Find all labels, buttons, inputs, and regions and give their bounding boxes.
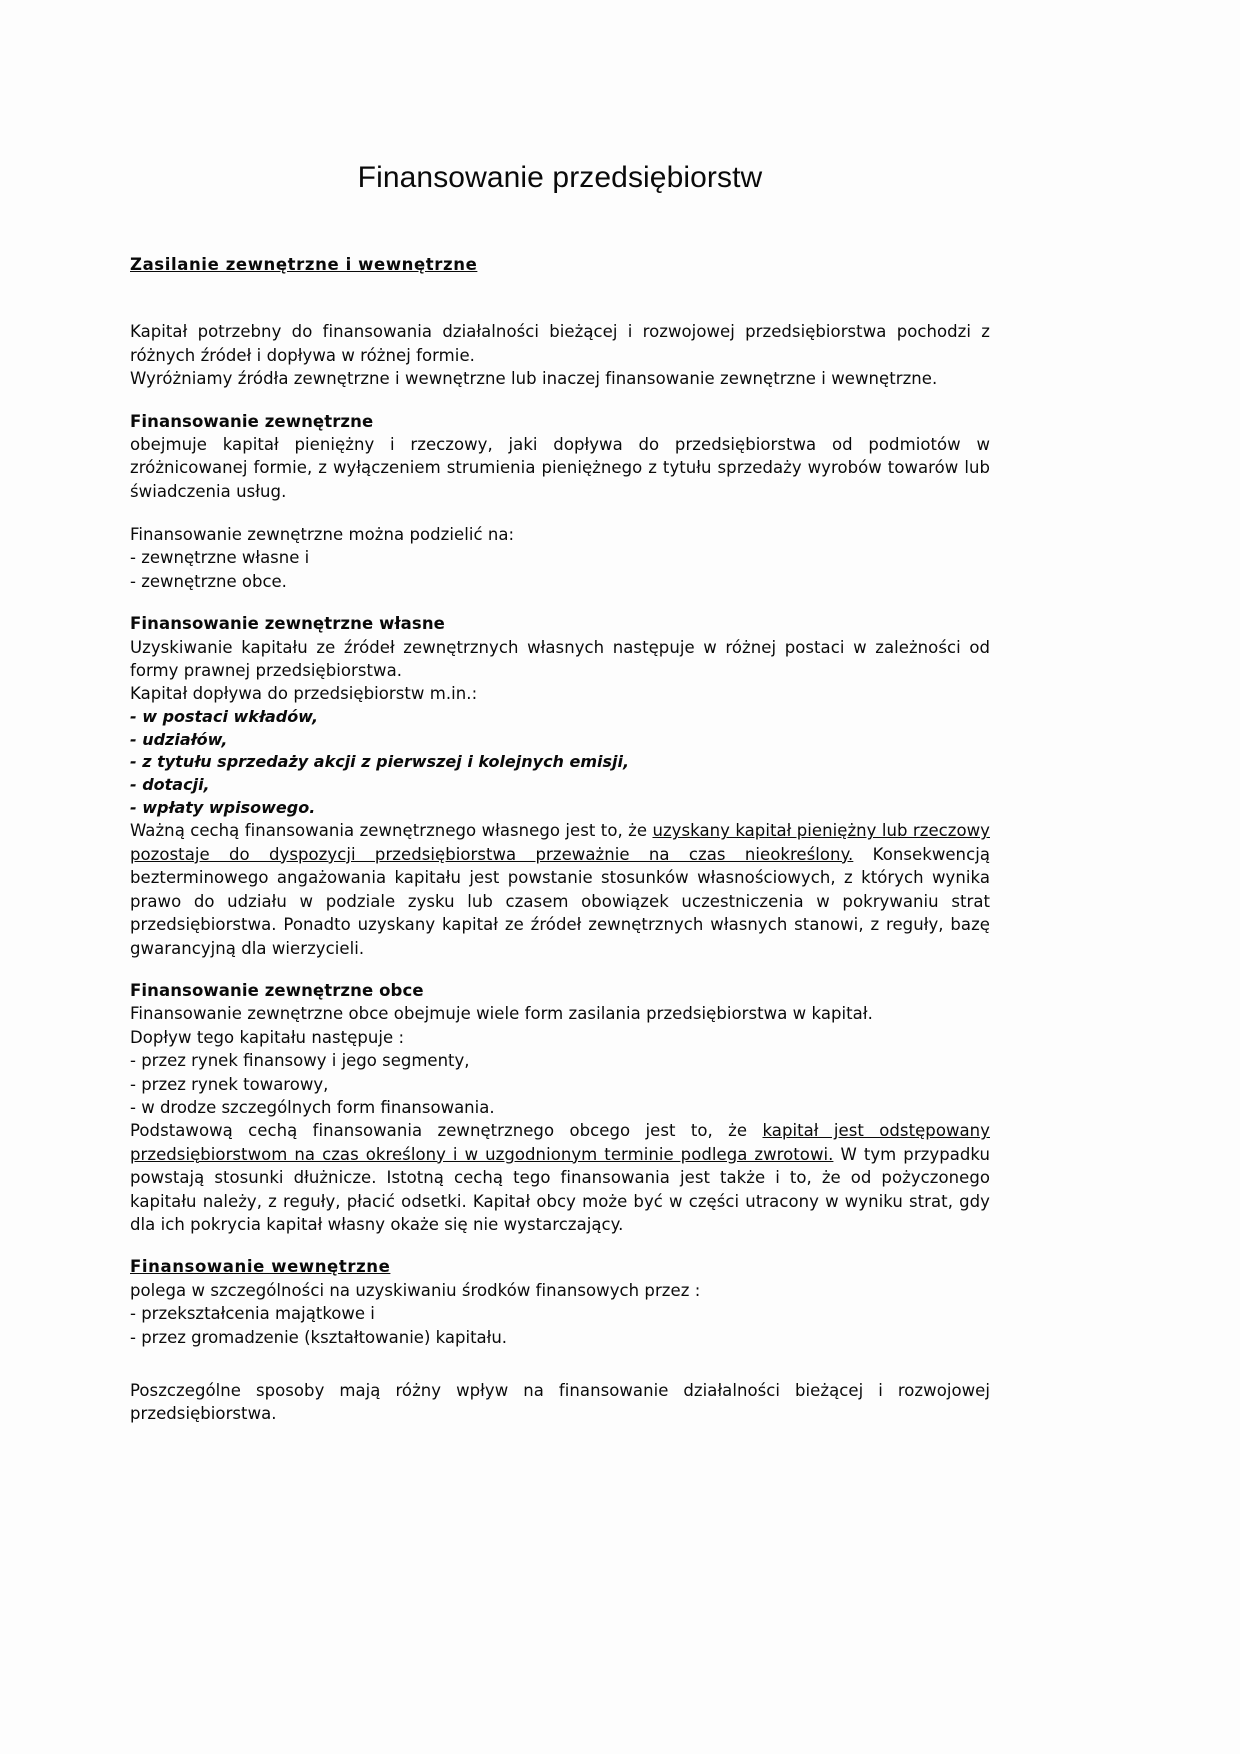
list-item: - przekształcenia majątkowe i xyxy=(130,1304,375,1324)
list-item: - z tytułu sprzedaży akcji z pierwszej i kolejnych emisji, xyxy=(130,752,630,772)
paragraph-uzyskiwanie-kapitalu: Uzyskiwanie kapitału ze źródeł zewnętrznych własnych następuje w różnej postaci w zależności od formy prawnej przedsiębiorstwa. xyxy=(130,637,990,681)
paragraph-poszczegolne-sposoby: Poszczególne sposoby mają różny wpływ na finansowanie działalności bieżącej i rozwojowej przedsiębiorstwa. xyxy=(130,1381,990,1424)
page-title: Finansowanie przedsiębiorstw xyxy=(357,161,763,194)
list-item: - w drodze szczególnych form finansowania. xyxy=(130,1097,495,1117)
list-item: - w postaci wkładów, xyxy=(130,706,319,726)
underlined-emphasis: uzyskany kapitał pieniężny lub rzeczowy pozostaje do dyspozycji przedsiębiorstwa przeważnie na czas nieokreślony. xyxy=(130,821,990,864)
paragraph-polega-w-szczegolnosci: polega w szczególności na uzyskiwaniu środków finansowych przez : xyxy=(130,1280,701,1300)
paragraph-wazna-cecha xyxy=(130,819,990,960)
paragraph-doplyw-kapitalu: Dopływ tego kapitału następuje : xyxy=(130,1027,405,1047)
underlined-emphasis: kapitał jest odstępowany przedsiębiorstwom na czas określony i w uzgodnionym terminie podlega zwrotowi. xyxy=(130,1121,990,1164)
paragraph-kapital-potrzebny: Kapitał potrzebny do finansowania działalności bieżącej i rozwojowej przedsiębiorstwa pochodzi z różnych źródeł i dopływa w różnej formie. xyxy=(130,322,990,365)
text-after-underline: Konsekwencją bezterminowego angażowania kapitału jest powstanie stosunków własnościowych, z których wynika prawo do udziału w podziale zysku lub czasem obowiązek uczestniczenia w pokrywaniu strat przedsiębiorstwa. Ponadto uzyskany kapitał ze źródeł zewnętrznych własnych stanowi, z reguły, bazę gwarancyjną dla wierzycieli. xyxy=(130,844,990,958)
paragraph-wyrozniamy-zrodla: Wyróżniamy źródła zewnętrzne i wewnętrzne lub inaczej finansowanie zewnętrzne i wewnętrzne. xyxy=(130,369,938,389)
section-heading-zewnetrzne-wlasne: Finansowanie zewnętrzne własne xyxy=(130,614,445,634)
section-heading-zewnetrzne-obce: Finansowanie zewnętrzne obce xyxy=(130,980,424,1000)
section-heading-zasilanie: Zasilanie zewnętrzne i wewnętrzne xyxy=(130,255,478,274)
list-item: - wpłaty wpisowego. xyxy=(130,797,316,817)
list-item: - zewnętrzne własne i xyxy=(130,548,310,568)
text-before-underline: Ważną cechą finansowania zewnętrznego własnego jest to, że xyxy=(130,821,653,841)
list-item: - zewnętrzne obce. xyxy=(130,571,287,591)
list-item: - dotacji, xyxy=(130,775,210,795)
text-after-underline: W tym przypadku powstają stosunki dłużnicze. Istotną cechą tego finansowania jest także i to, że od pożyczonego kapitału należy, z reguły, płacić odsetki. Kapitał obcy może być w części utracony w wyniku strat, gdy dla ich pokrycia kapitał własny okaże się nie wystarczający. xyxy=(130,1144,991,1235)
document-body xyxy=(130,150,990,1426)
text-before-underline: Podstawową cechą finansowania zewnętrznego obcego jest to, że xyxy=(130,1121,763,1141)
paragraph-podstawowa-cecha xyxy=(130,1119,990,1236)
list-item: - przez rynek finansowy i jego segmenty, xyxy=(130,1051,470,1071)
paragraph-obejmuje-kapital: obejmuje kapitał pieniężny i rzeczowy, jaki dopływa do przedsiębiorstwa od podmiotów w zróżnicowanej formie, z wyłączeniem strumienia pieniężnego z tytułu sprzedaży wyrobów towarów lub świadczenia usług. xyxy=(130,434,990,501)
list-item: - przez gromadzenie (kształtowanie) kapitału. xyxy=(130,1327,508,1347)
paragraph-kapital-doplywa: Kapitał dopływa do przedsiębiorstw m.in.: xyxy=(130,684,478,704)
section-heading-finansowanie-zewnetrzne: Finansowanie zewnętrzne xyxy=(130,411,374,431)
section-heading-finansowanie-wewnetrzne: Finansowanie wewnętrzne xyxy=(130,1257,391,1277)
list-item: - udziałów, xyxy=(130,729,228,749)
list-item: - przez rynek towarowy, xyxy=(130,1074,329,1094)
paragraph-obce-obejmuje: Finansowanie zewnętrzne obce obejmuje wiele form zasilania przedsiębiorstwa w kapitał. xyxy=(130,1004,873,1024)
paragraph-podzial-intro: Finansowanie zewnętrzne można podzielić na: xyxy=(130,525,515,545)
